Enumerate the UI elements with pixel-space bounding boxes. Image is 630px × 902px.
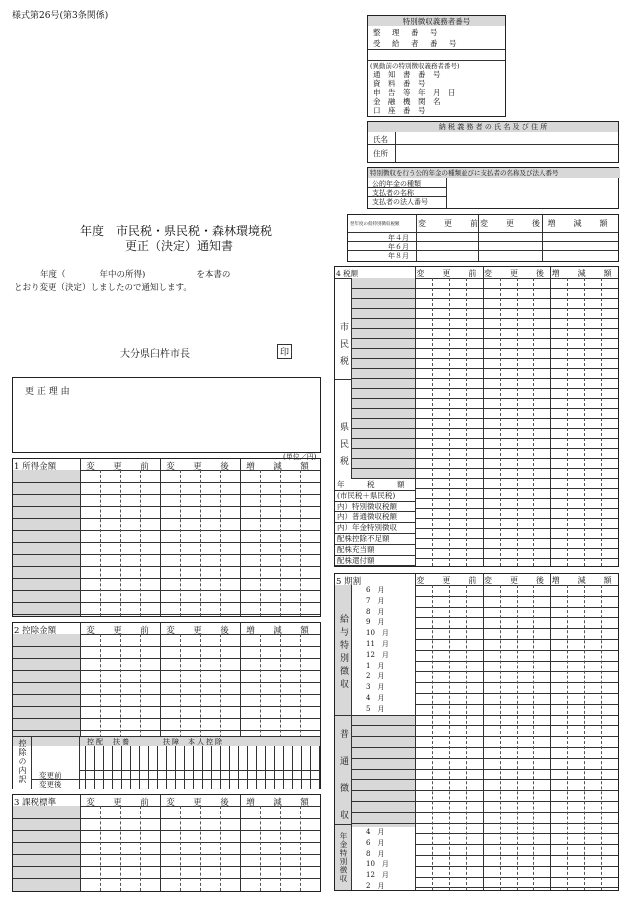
digit-rule: [120, 470, 121, 616]
payer-row-2: 支払者の法人番号: [372, 198, 428, 206]
column-rule: [483, 574, 484, 890]
breakdown-cell-rule: [256, 746, 257, 789]
breakdown-row-rule: [31, 779, 320, 780]
column-rule: [160, 795, 161, 891]
digit-rule: [200, 806, 201, 891]
row-rule: [351, 418, 618, 419]
column-header: 変 更 後: [166, 798, 234, 808]
row-rule: [13, 566, 320, 567]
digit-rule: [140, 470, 141, 616]
digit-rule: [533, 585, 534, 890]
pref-tax-label: 県民税: [338, 422, 348, 473]
row-rule: [13, 718, 320, 719]
breakdown-cell-rule: [157, 746, 158, 789]
row-rule: [351, 779, 618, 780]
breakdown-row-before: 変更前: [39, 771, 62, 780]
breakdown-cell-rule: [211, 746, 212, 789]
mayor-name: 大分県臼杵市長: [120, 349, 190, 360]
column-rule: [550, 267, 551, 566]
breakdown-cell-rule: [121, 746, 122, 789]
breakdown-cell-rule: [85, 746, 86, 789]
breakdown-rule: [31, 737, 32, 789]
breakdown-cell-rule: [166, 746, 167, 789]
row-rule: [13, 854, 320, 855]
pension-month: 12 月: [366, 871, 389, 880]
row-rule: [351, 368, 618, 369]
prev-col-diff: 増 減 額: [547, 219, 613, 228]
column-header: 変 更 前: [86, 462, 154, 472]
salary-month: 8 月: [366, 607, 385, 616]
reason-label: 更 正 理 由: [25, 387, 70, 397]
taxpayer-box: [367, 121, 619, 163]
digit-rule: [517, 585, 518, 890]
ref-row-1: 整 理 番 号: [373, 28, 440, 37]
breakdown-cell-rule: [301, 746, 302, 789]
prev-row-2: 年８月: [388, 252, 409, 260]
digit-rule: [432, 585, 433, 890]
seal-mark: 印: [277, 344, 292, 359]
row-rule: [351, 298, 618, 299]
row-rule: [13, 554, 320, 555]
tax-summary-row: 内）特別徴収税額: [337, 501, 397, 511]
digit-rule: [180, 806, 181, 891]
row-rule: [13, 506, 320, 507]
digit-rule: [100, 806, 101, 891]
breakdown-cell-rule: [292, 746, 293, 789]
salary-month: 10 月: [366, 629, 389, 638]
ref-row-3: (異動前の特別徴収義務者番号): [370, 62, 460, 70]
row-rule: [351, 318, 618, 319]
ref-row-8: 口 座 番 号: [373, 106, 426, 115]
row-rule: [351, 398, 618, 399]
row-rule: [13, 694, 320, 695]
row-rule: [13, 602, 320, 603]
salary-month: 3 月: [366, 683, 385, 692]
digit-rule: [584, 278, 585, 566]
tax-amount-section: [334, 266, 619, 567]
column-rule: [550, 574, 551, 890]
column-header: 変 更 前: [416, 269, 482, 278]
row-rule: [13, 590, 320, 591]
breakdown-group: 本人控除: [188, 738, 224, 746]
address-label: 住所: [373, 149, 388, 158]
ref-row-7: 金 融 機 関 名: [373, 97, 441, 106]
sec2-label: 2 控除金額: [14, 626, 57, 636]
column-header: 増 減 額: [246, 462, 314, 472]
payer-box: [367, 167, 619, 209]
row-rule: [351, 823, 618, 824]
title-line-1: 年度 市民税・県民税・森林環境税: [80, 224, 273, 238]
column-rule: [415, 574, 416, 890]
row-rule: [13, 682, 320, 683]
prev-year-box: [347, 214, 619, 262]
column-header: 変 更 後: [166, 626, 234, 636]
payer-row-1: 支払者の名称: [372, 189, 414, 197]
row-rule: [13, 658, 320, 659]
breakdown-cell-rule: [238, 746, 239, 789]
row-rule: [351, 388, 618, 389]
breakdown-rule: [79, 737, 80, 789]
taxpayer-header: 納 税 義 務 者 の 氏 名 及 び 住 所: [368, 122, 618, 132]
salary-month: 5 月: [366, 704, 385, 713]
prev-col-before: 変 更 前: [418, 219, 483, 228]
tax-summary-row: (市民税＋県民税): [337, 490, 396, 500]
digit-rule: [517, 278, 518, 566]
pension-month: 4 月: [366, 828, 385, 836]
pension-month: 6 月: [366, 838, 385, 847]
row-rule: [351, 348, 618, 349]
row-rule: [13, 842, 320, 843]
notice-line-2: とおり変更（決定）しましたので通知します。: [14, 283, 192, 293]
digit-rule: [300, 806, 301, 891]
row-rule: [351, 801, 618, 802]
label-column: [13, 470, 80, 616]
reference-numbers-box: [367, 15, 506, 117]
pension-month: 2 月: [366, 882, 385, 890]
digit-rule: [449, 278, 450, 566]
column-rule: [240, 459, 241, 616]
side-rule-h: [335, 715, 351, 716]
row-rule: [351, 308, 618, 309]
sec4-label: 4 税額: [336, 269, 359, 278]
breakdown-group: 扶養: [113, 738, 131, 746]
digit-rule: [280, 470, 281, 616]
ref-row-0: 特別徴収義務者番号: [368, 16, 505, 26]
digit-rule: [300, 470, 301, 616]
breakdown-cell-rule: [193, 746, 194, 789]
installment-section: [334, 573, 619, 891]
salary-month: 7 月: [366, 596, 385, 605]
row-rule: [13, 706, 320, 707]
tax-summary-row: 年 税 額: [337, 480, 405, 489]
breakdown-row-rule: [79, 770, 320, 771]
payer-header: 特別徴収を行う公的年金の種類並びに支払者の名称及び法人番号: [368, 168, 620, 178]
breakdown-cell-rule: [220, 746, 221, 789]
row-rule: [351, 378, 618, 379]
pension-label: 年金特別徴収: [339, 832, 348, 883]
digit-rule: [180, 470, 181, 616]
row-rule: [351, 408, 618, 409]
digit-rule: [100, 470, 101, 616]
ref-row-6: 申 告 等 年 月 日: [373, 88, 456, 97]
digit-rule: [533, 278, 534, 566]
ref-row-5: 資 料 番 号: [373, 79, 426, 88]
breakdown-cell-rule: [229, 746, 230, 789]
digit-rule: [584, 585, 585, 890]
tax-summary-row: 配株還付額: [337, 555, 375, 565]
reason-box: [12, 377, 321, 453]
row-rule: [351, 736, 618, 737]
prev-col-after: 変 更 後: [480, 219, 545, 228]
column-header: 変 更 前: [416, 576, 482, 585]
salary-month: 9 月: [366, 618, 385, 627]
row-rule: [351, 438, 618, 439]
row-rule: [351, 428, 618, 429]
row-rule: [13, 878, 320, 879]
breakdown-group: 扶障: [163, 738, 181, 746]
salary-month: 11 月: [366, 640, 389, 648]
row-rule: [351, 338, 618, 339]
sec3-label: 3 課税標準: [14, 798, 57, 808]
column-header: 増 減 額: [246, 626, 314, 636]
tax-base-section: [12, 794, 321, 892]
sec5-label: 5 期割: [336, 577, 362, 587]
breakdown-cell-rule: [274, 746, 275, 789]
ref-row-2: 受 給 者 番 号: [373, 39, 459, 48]
summary-rule: [335, 565, 415, 566]
breakdown-cell-rule: [265, 746, 266, 789]
row-rule: [351, 328, 618, 329]
breakdown-cell-rule: [319, 746, 320, 789]
column-rule: [240, 795, 241, 891]
row-rule: [13, 818, 320, 819]
row-rule: [13, 530, 320, 531]
sec1-label: 1 所得金額: [14, 462, 57, 472]
breakdown-cell-rule: [202, 746, 203, 789]
salary-month: 6 月: [366, 586, 385, 594]
tax-summary-row: 配株充当額: [337, 544, 375, 554]
column-header: 変 更 後: [483, 576, 549, 585]
digit-rule: [260, 470, 261, 616]
deduction-breakdown: [13, 736, 320, 789]
breakdown-cell-rule: [283, 746, 284, 789]
row-rule: [351, 725, 618, 726]
salary-month: 4 月: [366, 694, 385, 702]
digit-rule: [500, 278, 501, 566]
breakdown-group: 控配: [87, 738, 105, 746]
row-rule: [13, 518, 320, 519]
breakdown-cell-rule: [184, 746, 185, 789]
row-rule: [13, 730, 320, 731]
digit-rule: [260, 806, 261, 891]
column-rule: [80, 795, 81, 891]
side-rule-h: [335, 379, 351, 380]
digit-rule: [200, 470, 201, 616]
column-header: 変 更 前: [86, 626, 154, 636]
normal-label: 普通徴収: [338, 729, 348, 837]
tax-summary-row: 内）普通徴収税額: [337, 512, 397, 522]
digit-rule: [140, 806, 141, 891]
column-rule: [160, 459, 161, 616]
deduction-section: [12, 622, 321, 789]
digit-rule: [466, 585, 467, 890]
breakdown-cell-rule: [175, 746, 176, 789]
pension-month: 8 月: [366, 849, 385, 858]
form-number: 様式第26号(第3条関係): [12, 11, 109, 21]
breakdown-cell-rule: [130, 746, 131, 789]
column-header: 変 更 後: [483, 269, 549, 278]
column-header: 変 更 後: [166, 462, 234, 472]
pension-month: 10 月: [366, 860, 389, 869]
column-header: 増 減 額: [246, 798, 314, 808]
prev-row-0: 年４月: [388, 234, 409, 242]
breakdown-cell-rule: [139, 746, 140, 789]
row-rule: [351, 448, 618, 449]
digit-rule: [120, 806, 121, 891]
notice-line-1: 年度（ 年中の所得) を本書の: [40, 270, 231, 280]
pension-months: [352, 827, 415, 890]
column-header: 増 減 額: [551, 269, 617, 278]
row-rule: [351, 747, 618, 748]
row-rule: [351, 758, 618, 759]
row-rule: [351, 790, 618, 791]
breakdown-cell-rule: [112, 746, 113, 789]
breakdown-cell-rule: [247, 746, 248, 789]
row-rule: [351, 769, 618, 770]
salary-month: 1 月: [366, 661, 385, 670]
breakdown-row-after: 変更後: [39, 780, 62, 789]
row-rule: [351, 458, 618, 459]
unit-label: (単位／円): [283, 453, 317, 461]
breakdown-cell-rule: [310, 746, 311, 789]
salary-months: [352, 585, 415, 715]
ref-row-4: 通 知 書 番 号: [373, 70, 441, 79]
digit-rule: [601, 585, 602, 890]
digit-rule: [220, 806, 221, 891]
tax-summary-labels: [335, 479, 415, 566]
row-rule: [13, 494, 320, 495]
digit-rule: [567, 585, 568, 890]
breakdown-cell-rule: [148, 746, 149, 789]
digit-rule: [466, 278, 467, 566]
row-rule: [351, 358, 618, 359]
column-header: 増 減 額: [551, 576, 617, 585]
breakdown-cell-rule: [94, 746, 95, 789]
digit-rule: [449, 585, 450, 890]
row-rule: [13, 830, 320, 831]
city-tax-label: 市民税: [338, 322, 348, 373]
salary-month: 12 月: [366, 650, 389, 659]
column-rule: [80, 459, 81, 616]
row-rule: [13, 646, 320, 647]
row-rule: [351, 812, 618, 813]
row-rule: [13, 614, 320, 615]
row-rule: [13, 578, 320, 579]
name-label: 氏名: [373, 135, 388, 144]
payer-row-0: 公的年金の種類: [372, 180, 421, 188]
prev-row-1: 年６月: [388, 243, 409, 251]
digit-rule: [220, 470, 221, 616]
breakdown-cell-rule: [103, 746, 104, 789]
digit-rule: [601, 278, 602, 566]
row-rule: [351, 468, 618, 469]
row-rule: [13, 542, 320, 543]
row-rule: [351, 288, 618, 289]
title-line-2: 更正（決定）通知書: [125, 239, 234, 253]
prev-year-label: 翌年度の仮特別徴収税額: [350, 222, 400, 227]
salary-month: 2 月: [366, 672, 385, 681]
column-rule: [483, 267, 484, 566]
breakdown-side-label: 控除の内訳: [18, 739, 27, 784]
column-header: 変 更 前: [86, 798, 154, 808]
digit-rule: [432, 278, 433, 566]
digit-rule: [567, 278, 568, 566]
tax-summary-row: 配株控除不足額: [337, 534, 390, 543]
digit-rule: [280, 806, 281, 891]
column-rule: [415, 267, 416, 566]
tax-summary-row: 内）年金特別徴収: [337, 523, 397, 533]
row-rule: [13, 670, 320, 671]
row-rule: [13, 482, 320, 483]
income-section: [12, 458, 321, 617]
digit-rule: [500, 585, 501, 890]
salary-label: 給与特別徴収: [338, 614, 348, 692]
row-rule: [13, 866, 320, 867]
